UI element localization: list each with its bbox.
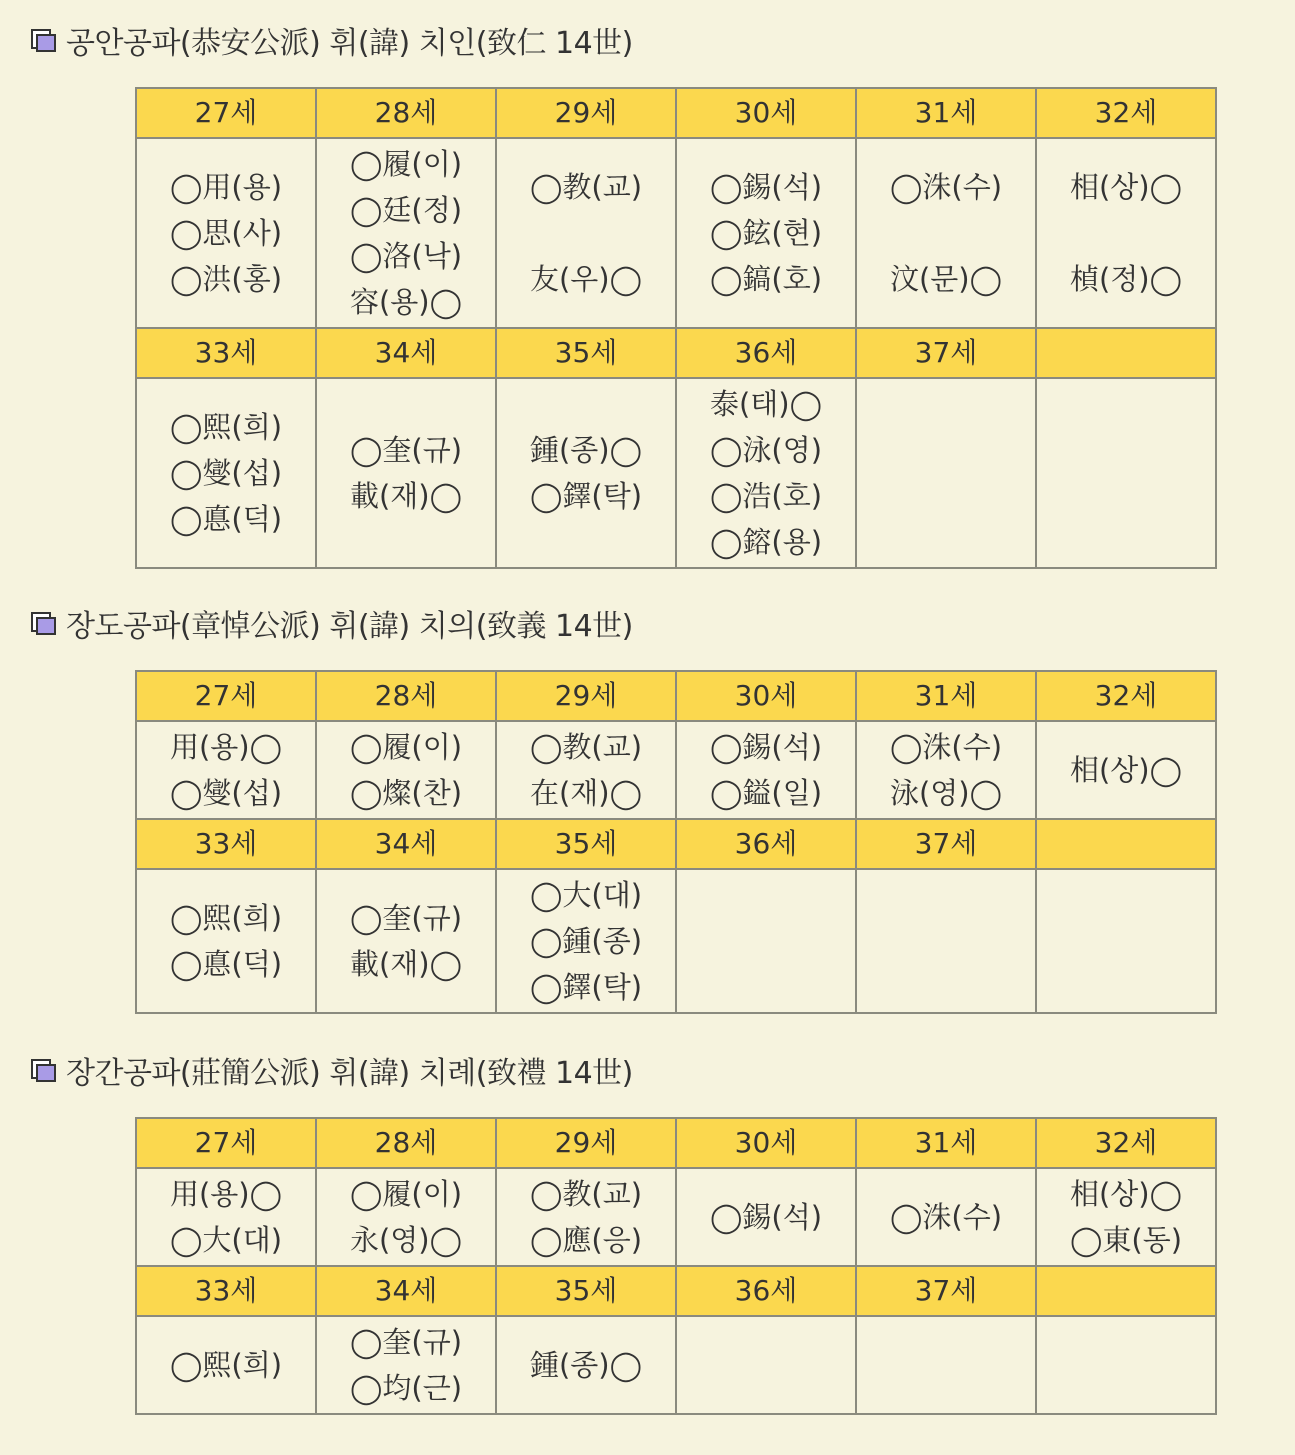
name-row — [136, 138, 1216, 328]
name-entry — [497, 210, 675, 256]
section-heading — [30, 1048, 633, 1092]
generation-header-row — [136, 819, 1216, 869]
generation-header: 36세 — [676, 1266, 856, 1316]
name-cell — [316, 721, 496, 819]
name-cell-empty — [1036, 378, 1216, 568]
name-cell — [136, 378, 316, 568]
name-entry: 載(재)◯ — [349, 947, 463, 981]
name-cell — [676, 721, 856, 819]
name-cell — [316, 138, 496, 328]
name-entry: ◯錫(석) — [709, 730, 823, 764]
section-heading — [30, 601, 633, 645]
name-entry: ◯熙(희) — [169, 1348, 283, 1382]
generation-header: 31세 — [856, 671, 1036, 721]
name-cell — [316, 1168, 496, 1266]
name-entry: 相(상)◯ — [1069, 1177, 1183, 1211]
name-entry: ◯洙(수) — [889, 1200, 1003, 1234]
name-entry: ◯悳(덕) — [169, 947, 283, 981]
name-entry: 載(재)◯ — [349, 479, 463, 513]
genealogy-table — [135, 670, 1217, 1014]
name-entry: ◯洙(수) — [889, 730, 1003, 764]
generation-header: 27세 — [136, 88, 316, 138]
name-entry: ◯鐸(탁) — [529, 479, 643, 513]
name-entry — [857, 210, 1035, 256]
name-cell — [1036, 138, 1216, 328]
name-entry: 容(용)◯ — [349, 285, 463, 319]
name-entry: ◯錫(석) — [709, 170, 823, 204]
name-entry: ◯鎰(일) — [709, 776, 823, 810]
name-entry: ◯燦(찬) — [349, 776, 463, 810]
name-entry: ◯鎬(호) — [709, 262, 823, 296]
name-entry: ◯洙(수) — [889, 170, 1003, 204]
name-cell — [496, 138, 676, 328]
generation-header: 29세 — [496, 671, 676, 721]
name-entry: ◯教(교) — [529, 170, 643, 204]
generation-header: 28세 — [316, 1118, 496, 1168]
name-entry: ◯洪(홍) — [169, 262, 283, 296]
name-row — [136, 1168, 1216, 1266]
name-entry: ◯燮(섭) — [169, 776, 283, 810]
generation-header: 37세 — [856, 1266, 1036, 1316]
generation-header: 37세 — [856, 819, 1036, 869]
name-cell — [676, 1168, 856, 1266]
name-cell — [856, 721, 1036, 819]
generation-header: 36세 — [676, 819, 856, 869]
name-entry: ◯悳(덕) — [169, 502, 283, 536]
name-cell — [316, 869, 496, 1013]
name-entry: ◯泳(영) — [709, 433, 823, 467]
name-entry: ◯奎(규) — [349, 433, 463, 467]
name-entry: 楨(정)◯ — [1069, 262, 1183, 296]
name-entry: ◯履(이) — [349, 147, 463, 181]
name-entry: 用(용)◯ — [169, 1177, 283, 1211]
generation-header: 28세 — [316, 671, 496, 721]
generation-header: 34세 — [316, 819, 496, 869]
name-cell — [496, 378, 676, 568]
name-row — [136, 378, 1216, 568]
name-cell-empty — [1036, 1316, 1216, 1414]
name-cell — [316, 1316, 496, 1414]
name-entry: ◯大(대) — [169, 1223, 283, 1257]
name-entry: ◯浩(호) — [709, 479, 823, 513]
name-entry: ◯鉉(현) — [709, 216, 823, 250]
generation-header: 34세 — [316, 328, 496, 378]
section-title: 공안공파(恭安公派) 휘(諱) 치인(致仁 14世) — [66, 26, 633, 61]
generation-header: 29세 — [496, 1118, 676, 1168]
name-cell — [676, 378, 856, 568]
generation-header: 34세 — [316, 1266, 496, 1316]
square-bullet-icon — [30, 1056, 58, 1084]
name-entry: ◯東(동) — [1069, 1223, 1183, 1257]
name-entry: 友(우)◯ — [529, 262, 643, 296]
generation-header: 35세 — [496, 1266, 676, 1316]
name-entry: 汶(문)◯ — [889, 262, 1003, 296]
name-entry: ◯燮(섭) — [169, 456, 283, 490]
name-entry: ◯鐸(탁) — [529, 970, 643, 1004]
generation-header: 32세 — [1036, 1118, 1216, 1168]
name-cell — [496, 869, 676, 1013]
generation-header: 32세 — [1036, 88, 1216, 138]
name-cell — [316, 378, 496, 568]
genealogy-table — [135, 1117, 1217, 1415]
name-entry: ◯均(근) — [349, 1371, 463, 1405]
name-cell-empty — [1036, 869, 1216, 1013]
generation-header: 27세 — [136, 1118, 316, 1168]
section-title: 장도공파(章悼公派) 휘(諱) 치의(致義 14世) — [66, 609, 633, 644]
square-bullet-icon — [30, 26, 58, 54]
name-entry: ◯鎔(용) — [709, 525, 823, 559]
generation-header: 30세 — [676, 671, 856, 721]
name-entry: ◯用(용) — [169, 170, 283, 204]
name-cell — [136, 1316, 316, 1414]
generation-header: 28세 — [316, 88, 496, 138]
name-cell — [1036, 1168, 1216, 1266]
generation-header: 36세 — [676, 328, 856, 378]
name-entry: ◯履(이) — [349, 1177, 463, 1211]
name-cell-empty — [856, 869, 1036, 1013]
name-row — [136, 869, 1216, 1013]
name-entry: ◯教(교) — [529, 1177, 643, 1211]
generation-header: 30세 — [676, 88, 856, 138]
name-entry: 相(상)◯ — [1069, 170, 1183, 204]
section-title: 장간공파(莊簡公派) 휘(諱) 치례(致禮 14世) — [66, 1056, 633, 1091]
name-row — [136, 1316, 1216, 1414]
generation-header-row — [136, 328, 1216, 378]
name-entry: 鍾(종)◯ — [529, 433, 643, 467]
generation-header: 33세 — [136, 819, 316, 869]
generation-header: 33세 — [136, 1266, 316, 1316]
name-entry: ◯熙(희) — [169, 901, 283, 935]
name-entry: 用(용)◯ — [169, 730, 283, 764]
name-entry — [1037, 210, 1215, 256]
name-cell — [1036, 721, 1216, 819]
name-entry: 在(재)◯ — [529, 776, 643, 810]
generation-header: 27세 — [136, 671, 316, 721]
name-cell — [136, 138, 316, 328]
generation-header: 31세 — [856, 88, 1036, 138]
generation-header: 35세 — [496, 819, 676, 869]
name-entry: 永(영)◯ — [349, 1223, 463, 1257]
name-row — [136, 721, 1216, 819]
name-cell — [676, 138, 856, 328]
name-entry: 泳(영)◯ — [889, 776, 1003, 810]
name-entry: ◯思(사) — [169, 216, 283, 250]
name-cell — [856, 138, 1036, 328]
generation-header — [1036, 328, 1216, 378]
name-entry: 相(상)◯ — [1069, 753, 1183, 787]
generation-header — [1036, 819, 1216, 869]
name-entry: ◯錫(석) — [709, 1200, 823, 1234]
name-entry: 鍾(종)◯ — [529, 1348, 643, 1382]
name-cell — [136, 721, 316, 819]
name-entry: ◯奎(규) — [349, 901, 463, 935]
generation-header: 37세 — [856, 328, 1036, 378]
name-cell — [496, 721, 676, 819]
name-cell-empty — [676, 869, 856, 1013]
name-cell — [136, 869, 316, 1013]
name-entry: ◯大(대) — [529, 878, 643, 912]
name-cell-empty — [856, 378, 1036, 568]
generation-header: 33세 — [136, 328, 316, 378]
generation-header — [1036, 1266, 1216, 1316]
generation-header: 29세 — [496, 88, 676, 138]
name-cell — [136, 1168, 316, 1266]
section-heading — [30, 18, 633, 62]
name-entry: ◯洛(낙) — [349, 239, 463, 273]
name-cell — [856, 1168, 1036, 1266]
generation-header: 32세 — [1036, 671, 1216, 721]
generation-header-row — [136, 1118, 1216, 1168]
name-cell — [496, 1168, 676, 1266]
name-entry: 泰(태)◯ — [709, 387, 823, 421]
generation-header: 35세 — [496, 328, 676, 378]
name-entry: ◯履(이) — [349, 730, 463, 764]
generation-header: 31세 — [856, 1118, 1036, 1168]
name-entry: ◯鍾(종) — [529, 924, 643, 958]
name-cell-empty — [856, 1316, 1036, 1414]
name-entry: ◯奎(규) — [349, 1325, 463, 1359]
name-cell-empty — [676, 1316, 856, 1414]
square-bullet-icon — [30, 609, 58, 637]
generation-header-row — [136, 88, 1216, 138]
generation-header-row — [136, 671, 1216, 721]
name-entry: ◯教(교) — [529, 730, 643, 764]
name-entry: ◯熙(희) — [169, 410, 283, 444]
generation-header-row — [136, 1266, 1216, 1316]
generation-header: 30세 — [676, 1118, 856, 1168]
name-entry: ◯廷(정) — [349, 193, 463, 227]
name-cell — [496, 1316, 676, 1414]
genealogy-table — [135, 87, 1217, 569]
name-entry: ◯應(응) — [529, 1223, 643, 1257]
